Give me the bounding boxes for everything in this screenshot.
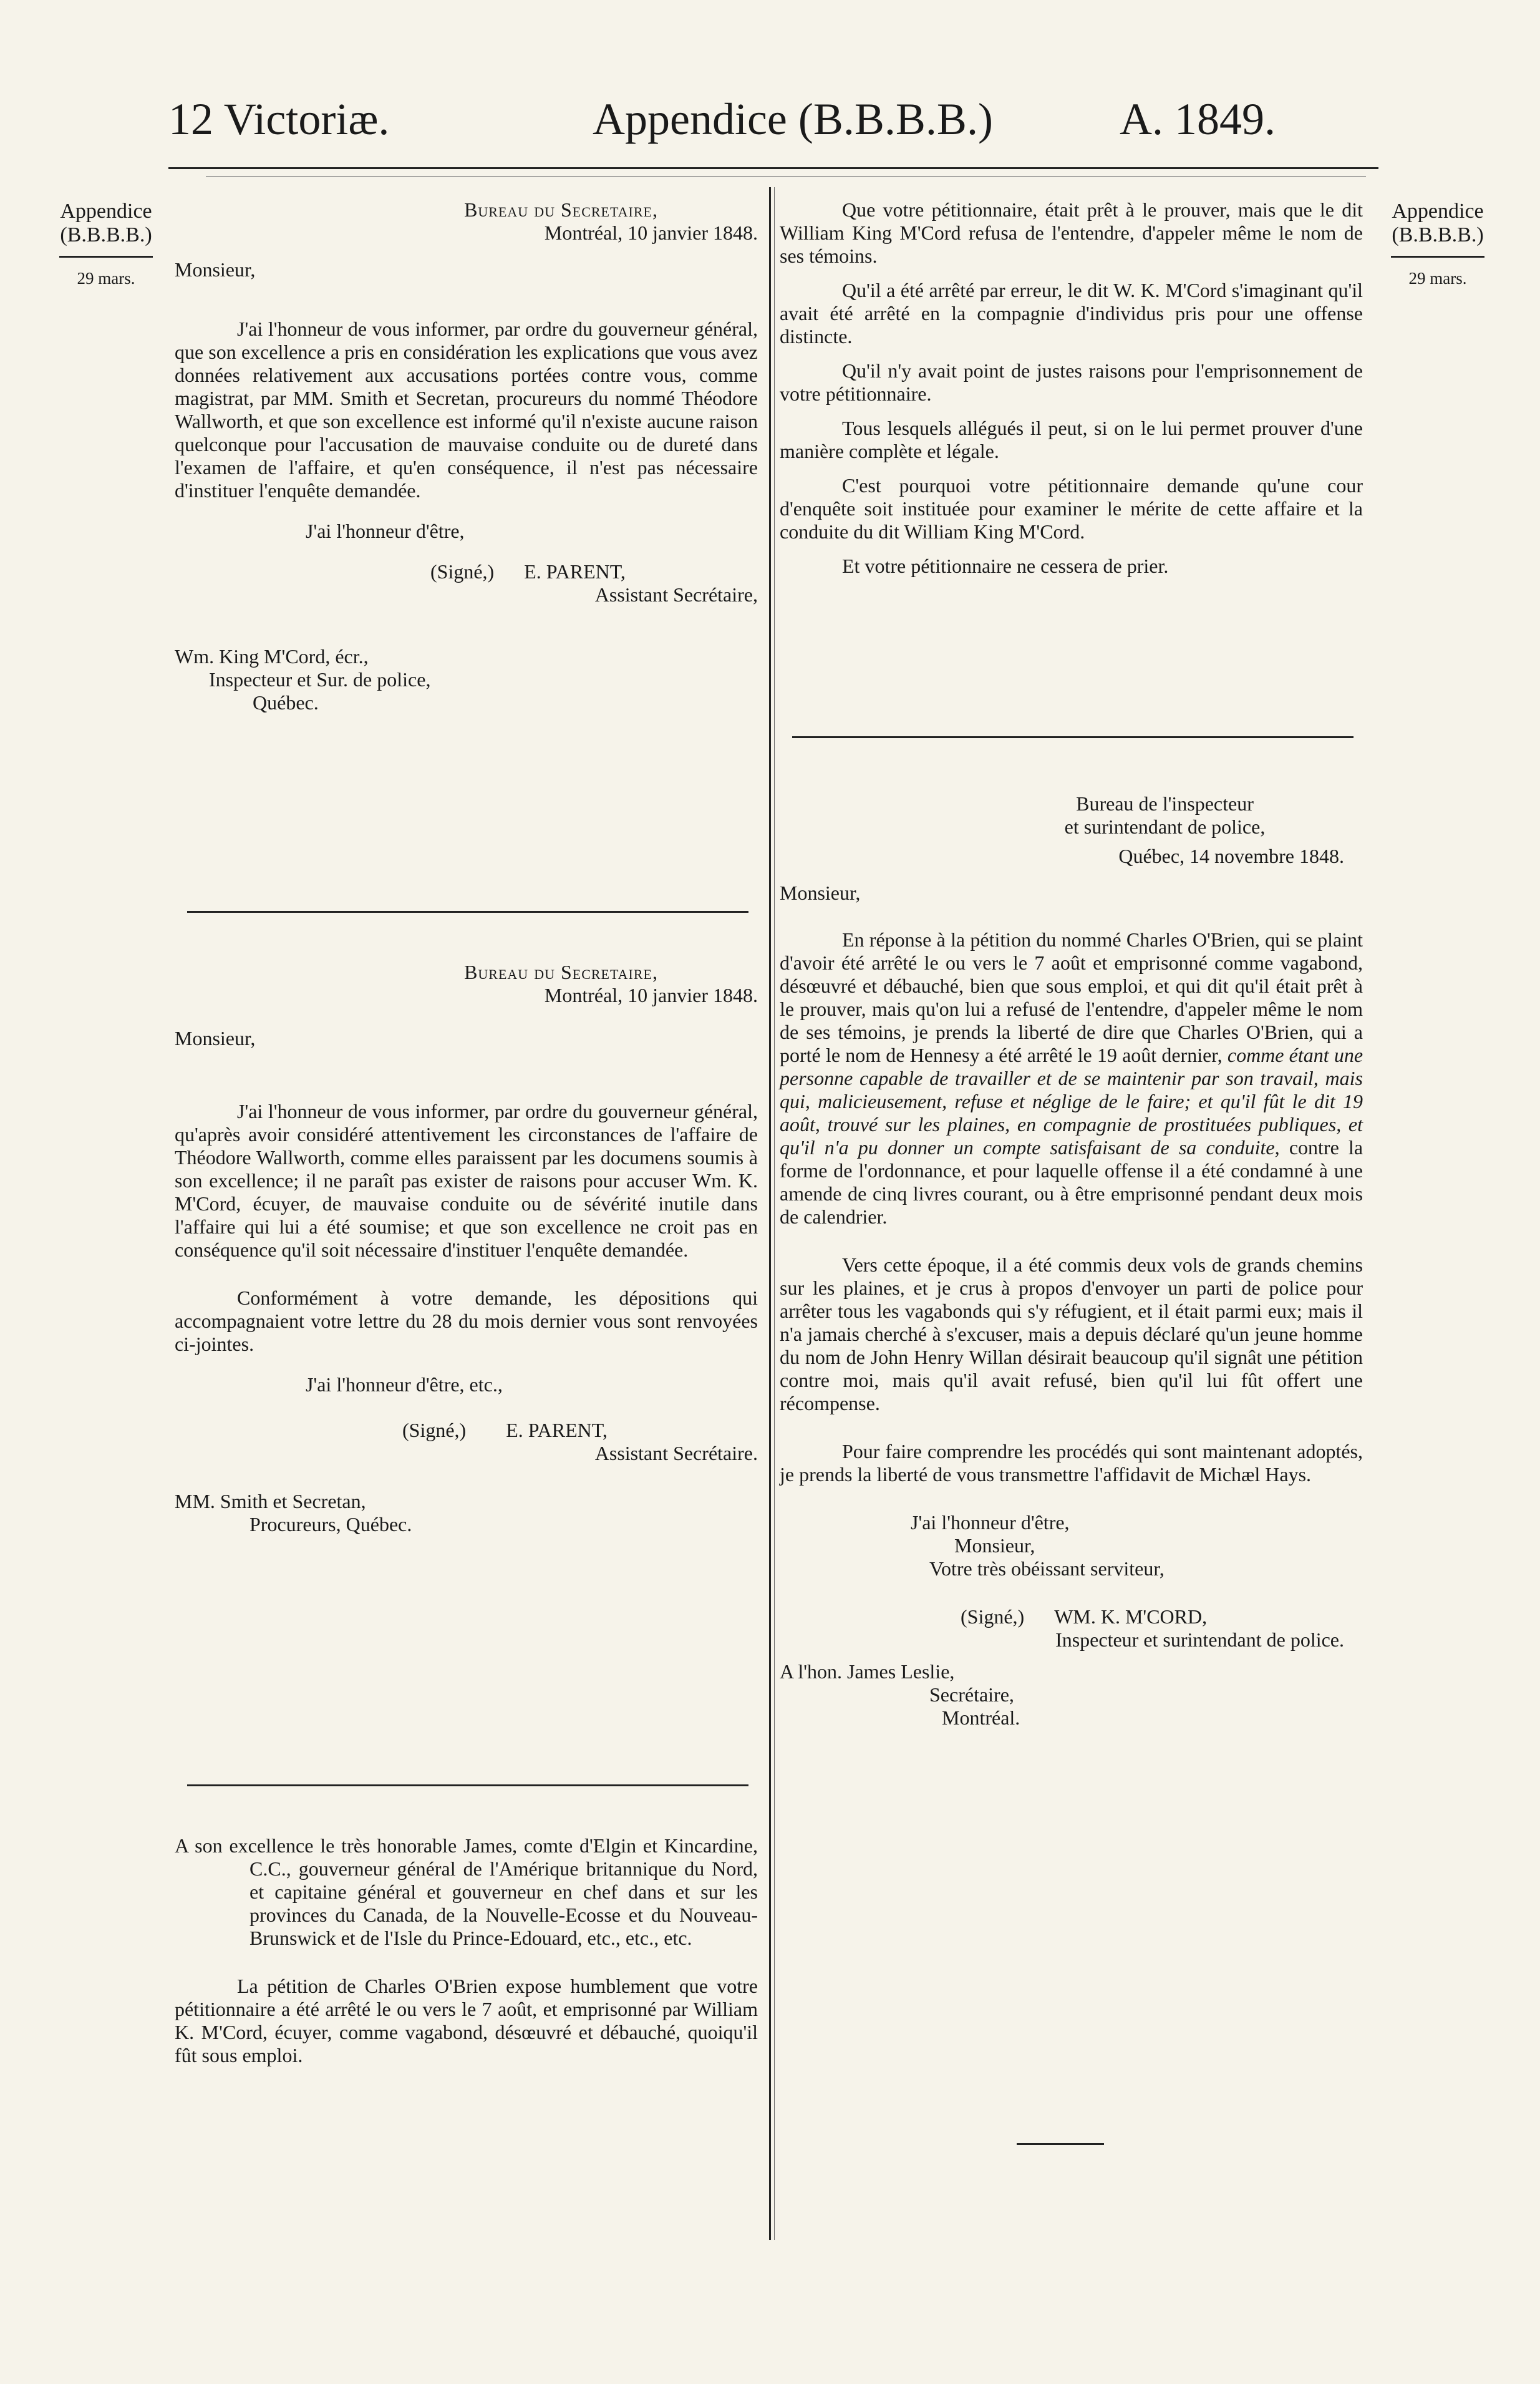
letter2-title: Assistant Secrétaire. [594, 1442, 758, 1464]
column-divider [769, 187, 771, 2240]
letter2-signature: (Signé,) E. PARENT, [402, 1419, 608, 1441]
letter-secretary-to-smith-secretan: Bureau du Secretaire, Montréal, 10 janvier 1848. Monsieur, J'ai l'honneur de vous informer, par ordre du gouverneur général, qu'après avoir considéré attentivement les circonstances de l'affaire de Théodore Wallworth, comme elles paraissent par les documens soumis à son excellence; il ne paraît pas exister de raisons pour accuser Wm. K. M'Cord, écuyer, de mauvaise conduite ou de sévérité inutile dans l'affaire qui lui a été soumise; et que son excellence ne croit pas en conséquence qu'il soit nécessaire d'instituer l'enquête demandée. Conformément à votre demande, les dépositions qui accompagnaient votre lettre du 28 du mois dernier vous sont renvoyées ci-jointes. J'ai l'honneur d'être, etc., (Signé,) E. PARENT, Assistant Secrétaire. MM. Smith et Secretan, Procureurs, Québec. [175, 961, 758, 1535]
letter3-salutation: Monsieur, [780, 882, 861, 904]
header-rule [168, 167, 1378, 169]
letter3-signature: (Signé,) WM. K. M'CORD, [961, 1605, 1208, 1628]
running-head-left: 12 Victoriæ. [168, 94, 390, 144]
letter1-body: J'ai l'honneur de vous informer, par ordre du gouverneur général, que son excellence a pris en considération les explications que vous avez données relativement aux accusations portées contre vous, comme magistrat, par MM. Smith et Secretan, procureurs du nommé Théodore Wallworth, et que son excellence est informé qu'il n'existe aucune raison quelconque pour l'accusation de mauvaise conduite ou de dureté dans l'examen de l'affaire, et qu'en conséquence, il n'est pas nécessaire d'instituer l'enquête demandée. [175, 318, 758, 502]
letter1-place-date: Montréal, 10 janvier 1848. [544, 221, 758, 244]
letter-secretary-to-mccord: Bureau du Secretaire, Montréal, 10 janvier 1848. Monsieur, J'ai l'honneur de vous informer, par ordre du gouverneur général, que son excellence a pris en considération les explications que vous avez données relativement aux accusations portées contre vous, comme magistrat, par MM. Smith et Secretan, procureurs du nommé Théodore Wallworth, et que son excellence est informé qu'il n'existe aucune raison quelconque pour l'accusation de mauvaise conduite ou de dureté dans l'examen de l'affaire, et qu'en conséquence, il n'est pas nécessaire d'instituer l'enquête demandée. J'ai l'honneur d'être, (Signé,) E. PARENT, Assistant Secrétaire, Wm. King M'Cord, écr., Inspecteur et Sur. de police, Québec. [175, 198, 758, 714]
letter2-closing: J'ai l'honneur d'être, etc., [306, 1373, 503, 1396]
petition-paragraph-2: Que votre pétitionnaire, était prêt à le prouver, mais que le dit William King M'Cord refusa de l'entendre, d'appeler même le nom de ses témoins. [780, 198, 1363, 267]
separator-rule-2 [187, 1784, 748, 1786]
margin-right-rule [1391, 256, 1484, 258]
separator-rule-3 [792, 736, 1354, 738]
running-head-right: A. 1849. [1120, 94, 1276, 144]
petition-paragraph-4: Qu'il n'y avait point de justes raisons pour l'emprisonnement de votre pétitionnaire. [780, 359, 1363, 405]
margin-left-rule [59, 256, 153, 258]
letter2-salutation: Monsieur, [175, 1027, 256, 1049]
end-rule [1017, 2143, 1104, 2145]
separator-rule-1 [187, 911, 748, 913]
letter1-addressee: Wm. King M'Cord, écr., [175, 645, 369, 668]
letter2-body-2: Conformément à votre demande, les dépositions qui accompagnaient votre lettre du 28 du mois dernier vous sont renvoyées ci-jointes. [175, 1287, 758, 1355]
letter3-office: Bureau de l'inspecteur [1076, 792, 1254, 815]
letter3-body-2: Vers cette époque, il a été commis deux vols de grands chemins sur les plaines, et je crus à propos d'envoyer un parti de police pour arrêter tous les vagabonds qui s'y réfugient, et il était parmi eux; mais il n'a jamais cherché à s'excuser, mais a depuis déclaré qu'un jeune homme du nom de John Henry Willan désirait beaucoup qu'il signât une pétition contre moi, mais qu'il avait refusé, bien qu'il lui fût offert une récompense. [780, 1253, 1363, 1414]
running-head-center: Appendice (B.B.B.B.) [593, 94, 993, 144]
letter3-body-3: Pour faire comprendre les procédés qui sont maintenant adoptés, je prends la liberté de vous transmettre l'affidavit de Michæl Hays. [780, 1440, 1363, 1486]
letter3-addressee: A l'hon. James Leslie, [780, 1660, 955, 1683]
letter-mccord-to-leslie: Bureau de l'inspecteur et surintendant de police, Québec, 14 novembre 1848. Monsieur, En réponse à la pétition du nommé Charles O'Brien, qui se plaint d'avoir été arrêté le ou vers le 7 août et emprisonné comme vagabond, désœuvré et débauché, bien que sous emploi, et qui dit qu'il était prêt à le prouver, mais qu'on lui a refusé de l'entendre, d'appeler même le nom de ses témoins, je prends la liberté de dire que Charles O'Brien, qui a porté le nom de Hennesy a été arrêté le 19 août dernier, comme étant une personne capable de travailler et de se maintenir par son travail, mais qui, malicieusement, refuse et néglige de le faire; et qu'il fût le dit 19 août, trouvé sur les plaines, en compagnie de prostituées publiques, et qu'il n'a pu donner un compte satisfaisant de sa conduite, contre la forme de l'ordonnance, et pour laquelle offense il a été condamné à une amende de cinq livres courant, ou à être emprisonné pendant deux mois de calendrier. Vers cette époque, il a été commis deux vols de grands chemins sur les plaines, et je crus à propos d'envoyer un parti de police pour arrêter tous les vagabonds qui s'y réfugient, et il était parmi eux; mais il n'a jamais cherché à s'excuser, mais a depuis déclaré qu'un jeune homme du nom de John Henry Willan désirait beaucoup qu'il signât une pétition contre moi, mais qu'il avait refusé, bien qu'il lui fût offert une récompense. Pour faire comprendre les procédés qui sont maintenant adoptés, je prends la liberté de vous transmettre l'affidavit de Michæl Hays. J'ai l'honneur d'être, Monsieur, Votre très obéissant serviteur, (Signé,) WM. K. M'CORD, Inspecteur et surintendant de police. A l'hon. James Leslie, Secrétaire, Montréal. [780, 792, 1363, 1729]
letter3-title: Inspecteur et surintendant de police. [1055, 1628, 1344, 1651]
letter2-body: J'ai l'honneur de vous informer, par ordre du gouverneur général, qu'après avoir considéré attentivement les circonstances de l'affaire de Théodore Wallworth, comme elles paraissent par les documens soumis à son excellence; il ne paraît pas exister de raisons pour accuser Wm. K. M'Cord, écuyer, de mauvaise conduite ou de sévérité inutile dans l'affaire qui lui a été soumise; et que son excellence ne croit pas en conséquence qu'il soit nécessaire d'instituer l'enquête demandée. [175, 1100, 758, 1261]
petition-paragraph-7: Et votre pétitionnaire ne cessera de prier. [842, 555, 1169, 577]
letter3-body-1: En réponse à la pétition du nommé Charles O'Brien, qui se plaint d'avoir été arrêté le ou vers le 7 août et emprisonné comme vagabond, désœuvré et débauché, bien que sous emploi, et qui dit qu'il était prêt à le prouver, mais qu'on lui a refusé de l'entendre, d'appeler même le nom de ses témoins, je prends la liberté de dire que Charles O'Brien, qui a porté le nom de Hennesy a été arrêté le 19 août dernier, comme étant une personne capable de travailler et de se maintenir par son travail, mais qui, malicieusement, refuse et néglige de le faire; et qu'il fût le dit 19 août, trouvé sur les plaines, en compagnie de prostituées publiques, et qu'il n'a pu donner un compte satisfaisant de sa conduite, contre la forme de l'ordonnance, et pour laquelle offense il a été condamné à une amende de cinq livres courant, ou à être emprisonné pendant deux mois de calendrier. [780, 928, 1363, 1228]
letter1-office: Bureau du Secretaire, [464, 198, 658, 221]
petition-paragraph-1: La pétition de Charles O'Brien expose humblement que votre pétitionnaire a été arrêté le ou vers le 7 août, et emprisonné par William K. M'Cord, écuyer, comme vagabond, désœuvré et débauché, quoiqu'il fût sous emploi. [175, 1975, 758, 2066]
letter3-closing: J'ai l'honneur d'être, [911, 1511, 1070, 1534]
letter2-addressee: MM. Smith et Secretan, [175, 1490, 366, 1512]
petition-continued [780, 198, 1363, 578]
letter3-place-date: Québec, 14 novembre 1848. [1118, 845, 1344, 867]
petition-paragraph-6: C'est pourquoi votre pétitionnaire demande qu'une cour d'enquête soit instituée pour examiner le mérite de cette affaire et la conduite du dit William King M'Cord. [780, 474, 1363, 543]
column-divider-thin [774, 187, 775, 2240]
petition-address: A son excellence le très honorable James, comte d'Elgin et Kincardine, C.C., gouverneur général de l'Amérique britannique du Nord, et capitaine général et gouverneur en chef dans et sur les provinces du Canada, de la Nouvelle-Ecosse et du Nouveau-Brunswick et de l'Isle du Prince-Edouard, etc., etc., etc. [175, 1834, 758, 1949]
letter1-signature: (Signé,) E. PARENT, [430, 560, 626, 583]
petition-charles-obrien [175, 1834, 758, 2067]
margin-right-note: Appendice (B.B.B.B.) 29 mars. [1392, 200, 1484, 288]
margin-left-note: Appendice (B.B.B.B.) 29 mars. [60, 200, 152, 288]
letter1-title: Assistant Secrétaire, [594, 583, 758, 606]
letter2-office: Bureau du Secretaire, [464, 961, 658, 983]
petition-paragraph-3: Qu'il a été arrêté par erreur, le dit W. K. M'Cord s'imaginant qu'il avait été arrêté en la compagnie d'individus pris pour une offense distincte. [780, 279, 1363, 348]
letter2-place-date: Montréal, 10 janvier 1848. [544, 984, 758, 1006]
letter1-salutation: Monsieur, [175, 258, 256, 281]
letter1-closing: J'ai l'honneur d'être, [306, 520, 465, 542]
header-rule-thin [206, 176, 1366, 177]
petition-paragraph-5: Tous lesquels allégués il peut, si on le lui permet prouver d'une manière complète et légale. [780, 417, 1363, 462]
